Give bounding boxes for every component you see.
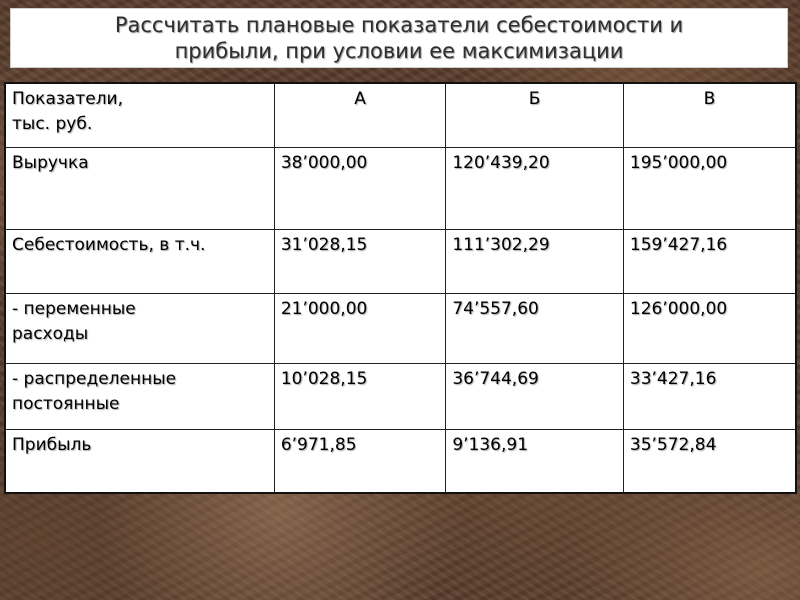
table-cell: 159’427,16 — [623, 229, 796, 293]
table-cell: 21’000,00 — [274, 293, 446, 363]
table-cell: 9’136,91 — [446, 429, 624, 493]
table-cell: 35’572,84 — [623, 429, 796, 493]
table-cell: 195’000,00 — [623, 147, 796, 229]
header-label-cell: Показатели, тыс. руб. — [5, 83, 274, 147]
table-cell: 38’000,00 — [274, 147, 446, 229]
table-row — [5, 147, 796, 229]
table-cell: 36’744,69 — [446, 363, 624, 429]
slide-title: Рассчитать плановые показатели себестоимости и прибыли, при условии ее максимизации — [114, 13, 684, 63]
table-cell: 31’028,15 — [274, 229, 446, 293]
table-row — [5, 429, 796, 493]
table-row — [5, 229, 796, 293]
table-cell: 111’302,29 — [446, 229, 624, 293]
header-column-a: А — [274, 83, 446, 147]
table-cell: 120’439,20 — [446, 147, 624, 229]
table-header-row — [5, 83, 796, 147]
indicators-table — [4, 82, 797, 494]
table-row — [5, 293, 796, 363]
slide-title-box — [10, 8, 788, 68]
row-label-cost: Себестоимость, в т.ч. — [5, 229, 274, 293]
table-row — [5, 363, 796, 429]
header-column-c: В — [623, 83, 796, 147]
table-cell: 33’427,16 — [623, 363, 796, 429]
row-label-revenue: Выручка — [5, 147, 274, 229]
row-label-variable-costs: - переменные расходы — [5, 293, 274, 363]
table-cell: 6’971,85 — [274, 429, 446, 493]
row-label-fixed-costs: - распределенные постоянные — [5, 363, 274, 429]
table-cell: 10’028,15 — [274, 363, 446, 429]
row-label-profit: Прибыль — [5, 429, 274, 493]
header-column-b: Б — [446, 83, 624, 147]
table-cell: 74’557,60 — [446, 293, 624, 363]
table-cell: 126’000,00 — [623, 293, 796, 363]
